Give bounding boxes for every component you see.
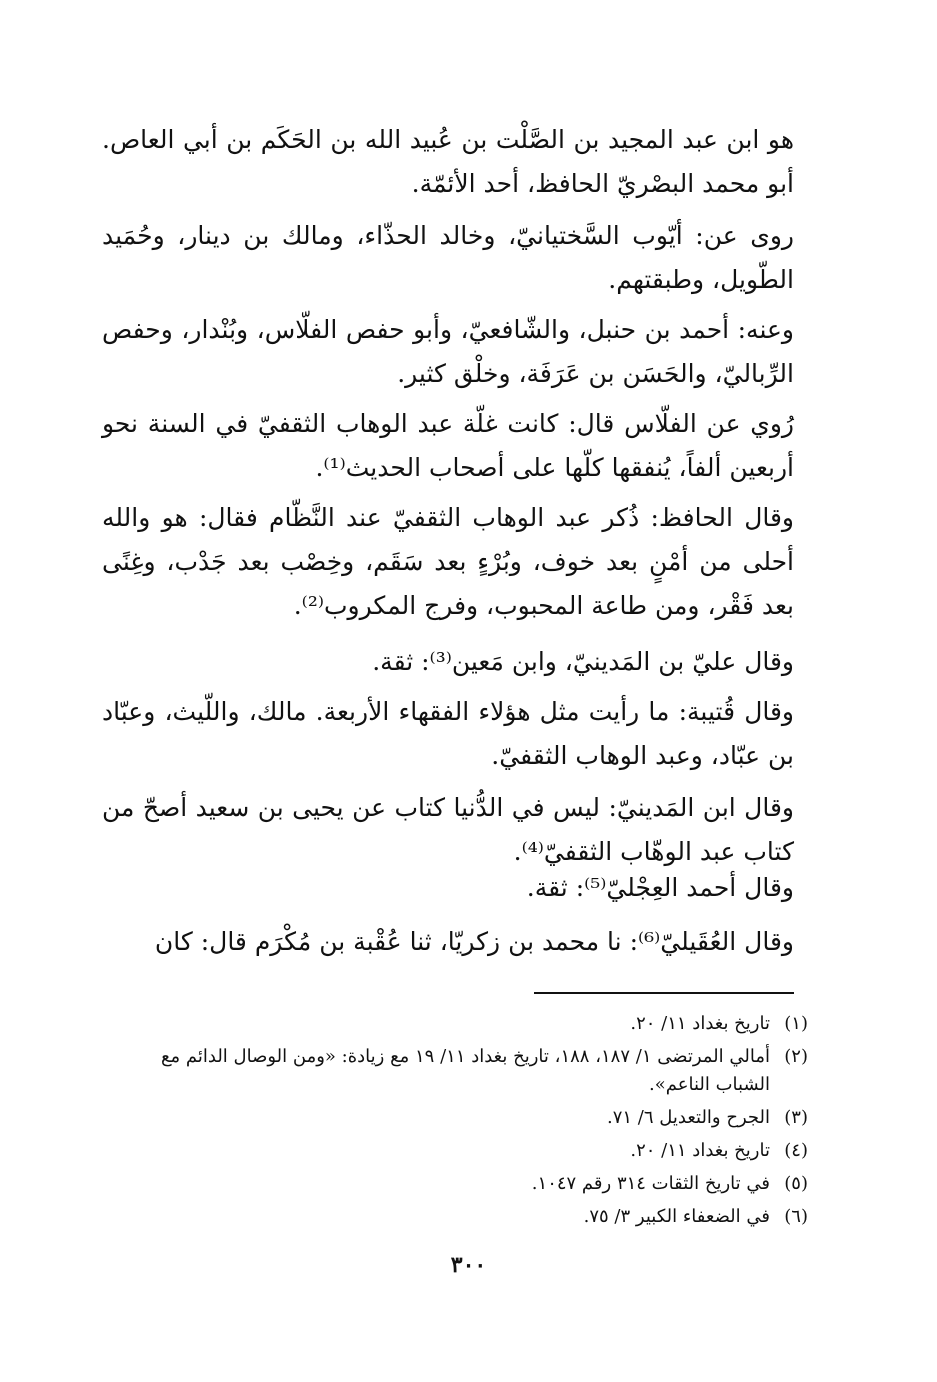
footnote-text: الجرح والتعديل ٦/ ٧١. — [606, 1107, 770, 1128]
paragraph-qutayba: وقال قُتيبة: ما رأيت مثل هؤلاء الفقهاء الأربعة. مالك، واللّيث، وعبّاد بن عبّاد، وعبد الوهاب الثقفيّ. — [102, 697, 794, 770]
paragraph-hafiz-quote: وقال الحافظ: ذُكر عبد الوهاب الثقفيّ عند النَّظّام فقال: هو والله أحلى من أمْنٍ بعد خوف، وبُرْءٍ بعد سَقَم، وخِصْب بعد جَدْب، وغِنًى بعد فَقْر، ومن طاعة المحبوب، وفرج المكروب⁽²⁾. — [102, 503, 794, 620]
paragraph-uqayli: وقال العُقَيليّ⁽⁶⁾: نا محمد بن زكريّا، ثنا عُقْبة بن مُكْرَم قال: كان — [154, 927, 794, 956]
footnote-number: (٥) — [784, 1173, 808, 1194]
paragraph-narrated-by: وعنه: أحمد بن حنبل، والشّافعيّ، وأبو حفص الفلّاس، وبُنْدار، وحفص الرِّباليّ، والحَسَن بن عَرَفَة، وخلْق كثير. — [102, 315, 794, 388]
footnote-text: في تاريخ الثقات ٣١٤ رقم ١٠٤٧. — [531, 1173, 770, 1194]
paragraph-fallas-report: رُوي عن الفلّاس قال: كانت غلّة عبد الوهاب الثقفيّ في السنة نحو أربعين ألفاً، يُنفقها كلّها على أصحاب الحديث⁽¹⁾. — [102, 409, 794, 482]
paragraph-lineage: هو ابن عبد المجيد بن الصَّلْت بن عُبيد الله بن الحَكَم بن أبي العاص. أبو محمد البصْريّ الحافظ، أحد الأئمّة. — [102, 125, 794, 198]
footnote-item — [108, 1137, 808, 1165]
paragraph-ibn-madini-ibn-main: وقال عليّ بن المَدينيّ، وابن مَعين⁽³⁾: ثقة. — [372, 647, 794, 676]
footnote-number: (٣) — [784, 1107, 808, 1128]
page-number: ٣٠٠ — [450, 1252, 487, 1278]
footnote-divider — [534, 992, 794, 994]
footnote-item — [108, 1104, 808, 1132]
paragraph-narrated-from: روى عن: أيّوب السَّختيانيّ، وخالد الحذّاء، ومالك بن دينار، وحُمَيد الطّويل، وطبقتهم. — [102, 221, 794, 294]
footnote-text: تاريخ بغداد ١١/ ٢٠. — [630, 1140, 770, 1161]
footnote-text: في الضعفاء الكبير ٣/ ٧٥. — [583, 1206, 770, 1227]
footnote-item — [108, 1203, 808, 1231]
footnote-item — [108, 1043, 808, 1099]
footnote-text: تاريخ بغداد ١١/ ٢٠. — [630, 1013, 770, 1034]
paragraph-ijli: وقال أحمد العِجْليّ⁽⁵⁾: ثقة. — [526, 873, 794, 902]
footnote-item — [108, 1010, 808, 1038]
footnote-number: (٤) — [784, 1140, 808, 1161]
footnote-text: أمالي المرتضى ١/ ١٨٧، ١٨٨، تاريخ بغداد ١١/ ١٩ مع زيادة: «ومن الوصال الدائم مع الشباب الناعم». — [160, 1046, 770, 1095]
footnotes-list — [108, 1010, 808, 1236]
footnote-number: (٢) — [784, 1046, 808, 1067]
footnote-number: (١) — [784, 1013, 808, 1034]
footnote-number: (٦) — [784, 1206, 808, 1227]
footnote-item — [108, 1170, 808, 1198]
paragraph-ibn-madini-book: وقال ابن المَدينيّ: ليس في الدُّنيا كتاب عن يحيى بن سعيد أصحّ من كتاب عبد الوهّاب الثقفيّ⁽⁴⁾. — [102, 793, 794, 866]
